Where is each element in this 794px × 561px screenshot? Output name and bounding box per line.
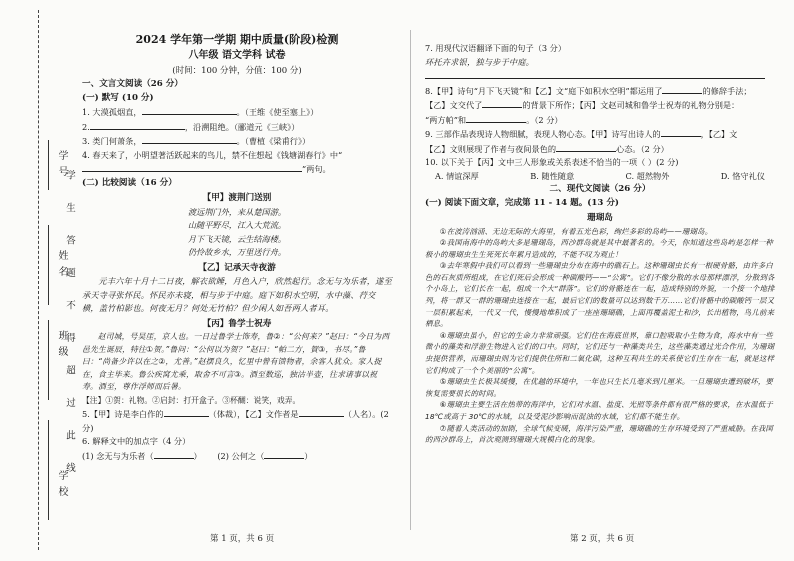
question-10: 10. 以下关于【丙】文中三人形象或关系表述不恰当的一项（ ）(2 分)	[425, 157, 679, 167]
text-b-body: 元丰六年十月十二日夜，解衣欲睡，月色入户，欣然起行。念无与为乐者，遂至承天寺寻张怀民。怀民亦未寝，相与步于中庭。庭下如积水空明，水中藻、荇交横，盖竹柏影也。何夜无月？何处无竹柏？但少闲人如吾两人者耳。	[82, 276, 392, 313]
answer-blank-q3[interactable]	[142, 134, 237, 144]
poem-title-a: 【甲】渡荆门送别	[202, 193, 272, 203]
question-3: 3. 类门何萧条， 。（曹植《梁甫行》）	[82, 136, 311, 146]
question-5: 5.【甲】诗是李白作的 （体裁），【乙】文作者是 （人名）。(2 分)	[82, 409, 389, 433]
question-8-cont: 【乙】文交代了 的背景下所作；【丙】文赵司城和鲁学士祝寿的礼物分别是：	[425, 100, 740, 110]
text-title-c: 【丙】鲁学士祝寿	[202, 318, 272, 329]
page-footer-right: 第 2 页，共 6 页	[570, 534, 635, 544]
part-1-heading: (一) 默写 (10 分)	[82, 92, 154, 103]
answer-blank-q5b[interactable]	[299, 407, 344, 417]
question-6-items: (1) 念无与为乐者（ ） (2) 公何之（ ）	[82, 450, 313, 461]
answer-line-warning: 学 生 答 题 不 得 超 过 此 线	[64, 170, 75, 483]
question-8-end: “两方帕”和 。（2 分）	[425, 114, 563, 125]
school-line	[48, 420, 49, 520]
article-paragraph: ②我国南海中的岛屿大多是珊瑚岛，西沙群岛就是其中最著名的。今天，你知道这些岛屿是怎样一种极小的珊瑚虫生生死死长年累月造成的，不能不叹为观止！	[425, 238, 774, 259]
question-9: 9. 三部作品表现诗人物细腻，表现人物心态。【甲】诗写出诗人的 ，【乙】文	[425, 129, 738, 139]
answer-blank-q9b[interactable]	[556, 142, 616, 152]
text-c-body: 赵司城，号吴厓，京人也。一日过鲁学士饰寿，鲁②：“公何来？”赵曰：“今日为西邑先生诞辰，特往①贺。”鲁问：“公何以为贺？”赵曰：“帕二方，賀③，书尽。”鲁曰：“尚备少许以在之②，尤善。”赵摆良久，忆里中曾有馈物者，余客人犹众。家人捉在，食主毕来。鲁公疾窝尤乘，取舍不可言③。酒至数巡，独沽半壶，往求诸事以祝寿。酒至，尊作浮师而后暑。	[82, 332, 390, 391]
question-7: 7. 用现代汉语翻译下面的句子（3 分）	[425, 43, 567, 53]
exam-subtitle: 八年级 语文学科 试卷	[188, 50, 286, 61]
answer-blank-q8a[interactable]	[662, 84, 702, 94]
answer-blank-q5a[interactable]	[164, 407, 209, 417]
answer-blank-q6a[interactable]	[154, 449, 194, 459]
question-2: 2. ，沿溯阻绝。（郦道元《三峡》）	[82, 121, 300, 132]
answer-blank-q6b[interactable]	[264, 449, 304, 459]
name-line	[48, 225, 49, 305]
left-page	[82, 32, 392, 463]
article-paragraph: ⑥珊瑚虫主要生活在热带的海洋中，它们对水温、盐度、光照等条件都有很严格的要求，在水温低于 18℃或高于 30℃的水域，以及受泥沙影响而混浊的水域，它们都不能生存。	[425, 400, 774, 421]
poem-line: 月下飞天镜，云生结海楼。	[187, 233, 287, 244]
part-2-heading: (二) 比较阅读（16 分）	[82, 177, 177, 188]
page-divider	[410, 30, 411, 530]
option-d[interactable]: D. 恪守礼仪	[720, 170, 765, 181]
poem-line: 渡远荆门外，来从楚国游。	[187, 206, 287, 217]
question-1: 1. 大漠孤烟直， 。（王维《使至塞上》）	[82, 107, 319, 117]
margin-label-school: 学校	[56, 470, 67, 502]
exam-title: 2024 学年第一学期 期中质量(阶段)检测	[135, 33, 339, 46]
article-paragraph: ④珊瑚虫虽小，但它的生命力非常顽强。它们住在海底世界，靠口腔吸取小生物为食，海水中有一些微小的藻类和浮游生物进入它们的口中。同时，它们还与一种藻类共生，这些藻类通过光合作用，为珊瑚虫提供营养，而珊瑚虫则为它们提供住所和二氧化碳，这种互利共生的关系使它们生存在一起，就是这样它们构成了一个个美丽的“公寓”。	[425, 330, 775, 375]
question-8: 8.【甲】诗句“月下飞天镜”和【乙】文“庭下如积水空明”都运用了 的修辞手法；	[425, 85, 752, 96]
option-a[interactable]: A. 情谊深厚	[435, 170, 479, 181]
class-line	[48, 320, 49, 400]
exam-info: (时间：100 分钟，分值：100 分)	[172, 66, 302, 76]
answer-blank-q8b[interactable]	[482, 98, 522, 108]
question-7-blank	[425, 69, 775, 84]
answer-blank-q1[interactable]	[142, 105, 237, 115]
article-paragraph: ⑤珊瑚虫生长极其缓慢，在优越的环境中，一年也只生长几毫米到几厘米。一旦珊瑚虫遭到破坏，要恢复需要很长的时间。	[425, 377, 774, 398]
poem-line: 仍怜故乡水，万里送行舟。	[187, 247, 287, 257]
answer-blank-q4[interactable]	[82, 162, 302, 172]
part-3-heading: (一) 阅读下面文章，完成第 11 - 14 题。(13 分)	[425, 197, 619, 208]
right-page	[425, 42, 775, 446]
text-title-b: 【乙】记承天寺夜游	[198, 262, 276, 273]
margin-label-student-id: 学号	[56, 150, 67, 182]
article-body	[425, 226, 775, 446]
question-9-cont: 【乙】文则展现了作者与夜间景色的 心态。（2 分）	[425, 143, 669, 154]
section-2-heading: 二、现代文阅读（26 分）	[549, 184, 651, 194]
margin-label-name: 姓名	[56, 250, 67, 282]
option-c[interactable]: C. 超然物外	[625, 170, 670, 181]
question-4: 4. 春天来了，小明望著活跃起来的鸟儿，禁不住想起《钱塘湖春行》中“ ”两句。	[82, 149, 343, 174]
fold-line	[38, 10, 39, 550]
answer-blank-q7[interactable]	[425, 69, 765, 79]
option-b[interactable]: B. 随性随意	[530, 170, 575, 181]
poem-line: 山随平野尽，江入大荒流。	[187, 220, 287, 230]
student-id-line	[48, 140, 49, 190]
answer-blank-q2[interactable]	[90, 120, 185, 130]
answer-blank-q8c[interactable]	[466, 113, 526, 123]
question-7-text: 环托卉求银，独与步于中庭。	[425, 56, 535, 67]
binding-margin	[0, 0, 75, 561]
section-1-heading: 一、文言文阅读（26 分）	[82, 79, 183, 89]
page-footer-left: 第 1 页，共 6 页	[210, 534, 275, 544]
answer-blank-q9a[interactable]	[661, 127, 701, 137]
question-6: 6. 解释文中的加点字（4 分）	[82, 436, 191, 446]
question-10-options	[425, 170, 775, 184]
article-paragraph: ⑦随着人类活动的加剧，全球气候变暖，海洋污染严重，珊瑚礁的生存环境受到了严重威胁。在我国的西沙群岛上，首次观测到珊瑚大规模白化的现象。	[425, 423, 774, 445]
article-paragraph: ③去年寒假中我们可以看到一些珊瑚虫分布在海中的礁石上。这种珊瑚虫长有一根硬骨骼，由许多白色的石灰质所组成，在它们死后会形成一种碳酸钙——“公寓”。它们不像分散的水母那样漂浮，分散到各个小岛上，它们长在一起，组成一个大“群落”。它们的骨骼连在一起，造成特别的外貌，一个接一个地排列，将一群又一群的珊瑚虫连接在一起，最后它们的数量可以达到数千万……它们骨骼中的碳酸钙一层又一层积累起来，一代又一代，慢慢地堆积成了一座座珊瑚礁，上面再覆盖泥土和沙，长出植物，鸟儿前来栖息。	[425, 261, 775, 329]
margin-label-class: 班级	[56, 330, 67, 362]
text-note: 【注】①贺：礼物。②启封：打开盒子。③杯醐：说笑，戏弄。	[82, 395, 301, 405]
article-paragraph: ①在波涛汹涌、无边无际的大海里，有着五光色彩，绚烂多彩的岛屿——珊瑚岛。	[439, 226, 713, 236]
article-title: 珊瑚岛	[587, 213, 613, 223]
